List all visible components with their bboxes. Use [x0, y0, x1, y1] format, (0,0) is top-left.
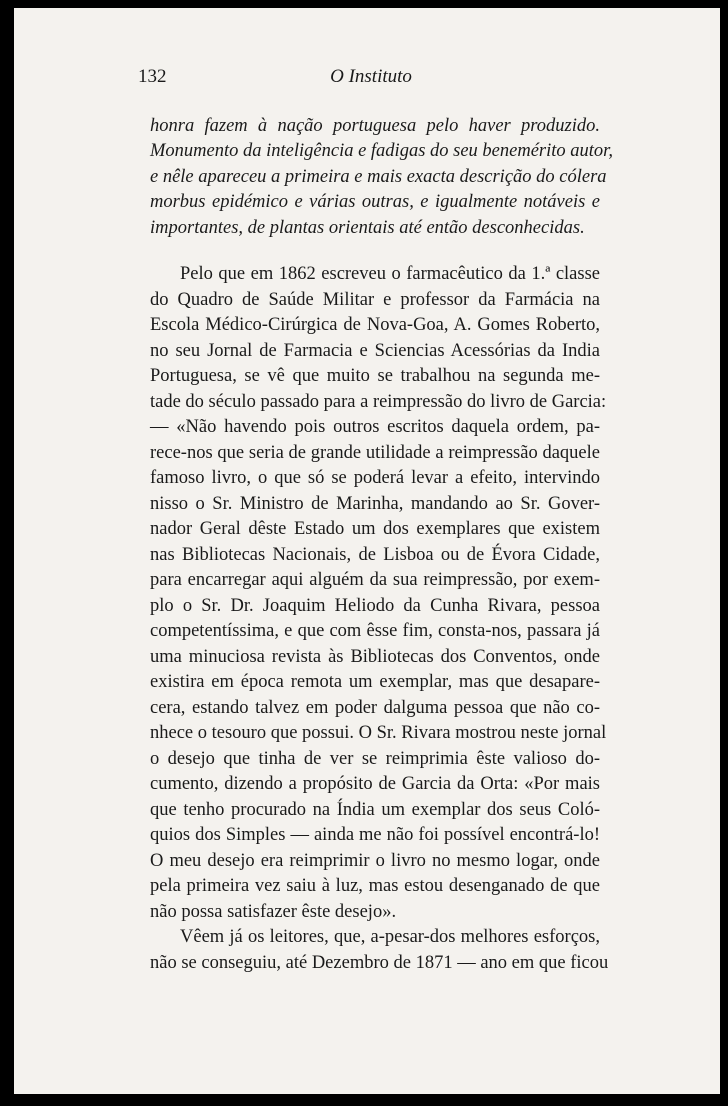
text-line: cumento, dizendo a propósito de Garcia da Orta: «Por mais [150, 774, 600, 794]
text-line: Portuguesa, se vê que muito se trabalhou na segunda me- [150, 366, 600, 386]
text-line: — «Não havendo pois outros escritos daquela ordem, pa- [150, 417, 600, 437]
text-line: o desejo que tinha de ver se reimprimia êste valioso do- [150, 749, 600, 769]
text-line: no seu Jornal de Farmacia e Sciencias Acessórias da India [150, 341, 600, 361]
text-line: famoso livro, o que só se poderá levar a efeito, intervindo [150, 468, 600, 488]
text-line: nas Bibliotecas Nacionais, de Lisboa ou de Évora Cidade, [150, 545, 600, 565]
text-line: para encarregar aqui alguém da sua reimpressão, por exem- [150, 570, 600, 590]
text-line: nhece o tesouro que possui. O Sr. Rivara mostrou neste jornal [150, 723, 607, 743]
page-number: 132 [138, 66, 167, 87]
text-line: do Quadro de Saúde Militar e professor da Farmácia na [150, 290, 600, 310]
text-line: Vêem já os leitores, que, a-pesar-dos melhores esforços, [180, 927, 600, 947]
text-line: Monumento da inteligência e fadigas do seu benemérito autor, [150, 141, 613, 161]
text-line: quios dos Simples — ainda me não foi possível encontrá-lo! [150, 825, 600, 845]
text-line: não possa satisfazer êste desejo». [150, 902, 397, 922]
running-title: O Instituto [330, 66, 412, 87]
text-line: rece-nos que seria de grande utilidade a reimpressão daquele [150, 443, 600, 463]
text-line: plo o Sr. Dr. Joaquim Heliodo da Cunha Rivara, pessoa [150, 596, 600, 616]
text-line: Pelo que em 1862 escreveu o farmacêutico da 1.ª classe [180, 264, 600, 284]
text-line: nisso o Sr. Ministro de Marinha, mandando ao Sr. Gover- [150, 494, 600, 514]
text-line: cera, estando talvez em poder dalguma pessoa que não co- [150, 698, 600, 718]
text-line: Escola Médico-Cirúrgica de Nova-Goa, A. Gomes Roberto, [150, 315, 600, 335]
text-line: existira em época remota um exemplar, mas que desapare- [150, 672, 600, 692]
text-line: e nêle apareceu a primeira e mais exacta descrição do cólera [150, 167, 607, 187]
text-line: importantes, de plantas orientais até então desconhecidas. [150, 218, 585, 238]
text-line: O meu desejo era reimprimir o livro no mesmo logar, onde [150, 851, 600, 871]
text-line: honra fazem à nação portuguesa pelo haver produzido. [150, 116, 600, 136]
text-line: pela primeira vez saiu à luz, mas estou desenganado de que [150, 876, 600, 896]
text-line: morbus epidémico e várias outras, e igualmente notáveis e [150, 192, 600, 212]
text-line: uma minuciosa revista às Bibliotecas dos Conventos, onde [150, 647, 600, 667]
text-line: competentíssima, e que com êsse fim, consta-nos, passara já [150, 621, 600, 641]
running-header [138, 66, 604, 90]
text-line: tade do século passado para a reimpressão do livro de Garcia: [150, 392, 607, 412]
text-line: não se conseguiu, até Dezembro de 1871 — ano em que ficou [150, 953, 609, 973]
text-line: nador Geral dêste Estado um dos exemplares que existem [150, 519, 600, 539]
text-line: que tenho procurado na Índia um exemplar dos seus Coló- [150, 800, 600, 820]
